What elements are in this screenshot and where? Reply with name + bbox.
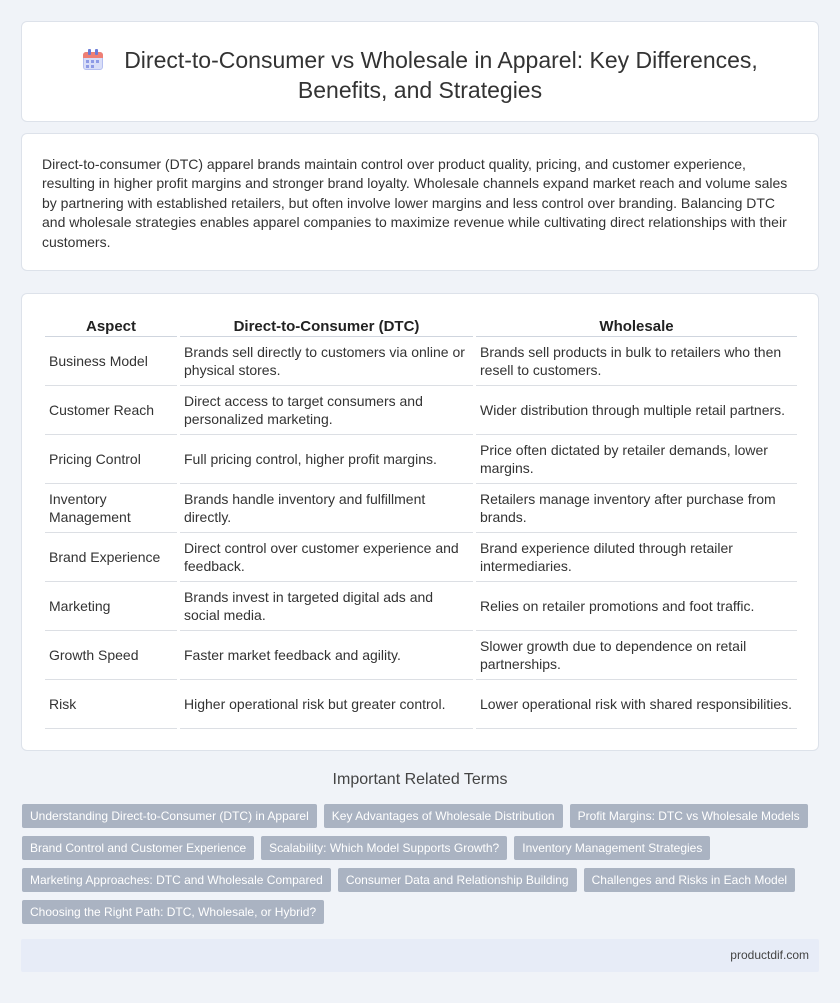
table-row [45, 337, 797, 386]
footer [21, 939, 819, 972]
related-term-tag[interactable]: Marketing Approaches: DTC and Wholesale Compared [22, 868, 331, 892]
related-term-tag[interactable]: Profit Margins: DTC vs Wholesale Models [570, 804, 808, 828]
page-title-wrap [22, 45, 818, 105]
table-row [45, 386, 797, 435]
calendar-icon [82, 48, 104, 70]
cell-aspect: Business Model [45, 337, 177, 386]
table-row [45, 533, 797, 582]
cell-dtc: Higher operational risk but greater control. [180, 680, 473, 729]
intro-card [21, 133, 819, 271]
cell-dtc: Direct access to target consumers and personalized marketing. [180, 386, 473, 435]
table-row [45, 484, 797, 533]
table-header-row [45, 316, 797, 337]
table-row [45, 680, 797, 729]
header-dtc: Direct-to-Consumer (DTC) [180, 316, 473, 337]
related-term-tag[interactable]: Brand Control and Customer Experience [22, 836, 254, 860]
header-wholesale: Wholesale [476, 316, 797, 337]
cell-wholesale: Wider distribution through multiple retail partners. [476, 386, 797, 435]
cell-dtc: Brands sell directly to customers via online or physical stores. [180, 337, 473, 386]
cell-aspect: Customer Reach [45, 386, 177, 435]
related-term-tag[interactable]: Scalability: Which Model Supports Growth? [261, 836, 507, 860]
cell-wholesale: Retailers manage inventory after purchase from brands. [476, 484, 797, 533]
related-terms-list [22, 804, 822, 924]
footer-site-link[interactable]: productdif.com [730, 948, 809, 962]
cell-dtc: Faster market feedback and agility. [180, 631, 473, 680]
cell-wholesale: Relies on retailer promotions and foot traffic. [476, 582, 797, 631]
comparison-table-card [21, 293, 819, 751]
page-title: Direct-to-Consumer vs Wholesale in Apparel: Key Differences, Benefits, and Strategies [124, 47, 758, 103]
cell-aspect: Inventory Management [45, 484, 177, 533]
cell-wholesale: Slower growth due to dependence on retail partnerships. [476, 631, 797, 680]
header-aspect: Aspect [45, 316, 177, 337]
cell-aspect: Risk [45, 680, 177, 729]
comparison-table [42, 316, 800, 729]
related-term-tag[interactable]: Key Advantages of Wholesale Distribution [324, 804, 563, 828]
related-term-tag[interactable]: Inventory Management Strategies [514, 836, 710, 860]
related-term-tag[interactable]: Challenges and Risks in Each Model [584, 868, 795, 892]
intro-paragraph: Direct-to-consumer (DTC) apparel brands maintain control over product quality, pricing, and customer experience, resulting in higher profit margins and stronger brand loyalty. Wholesale channels expand market reach and volume sales by partnering with established retailers, but often involve lower margins and less control over branding. Balancing DTC and wholesale strategies enables apparel companies to maximize revenue while cultivating direct relationships with their customers. [42, 156, 788, 250]
cell-wholesale: Brands sell products in bulk to retailers who then resell to customers. [476, 337, 797, 386]
title-card [21, 21, 819, 122]
cell-dtc: Brands invest in targeted digital ads and social media. [180, 582, 473, 631]
cell-aspect: Marketing [45, 582, 177, 631]
cell-wholesale: Price often dictated by retailer demands, lower margins. [476, 435, 797, 484]
cell-dtc: Full pricing control, higher profit margins. [180, 435, 473, 484]
cell-dtc: Brands handle inventory and fulfillment directly. [180, 484, 473, 533]
table-row [45, 435, 797, 484]
cell-aspect: Brand Experience [45, 533, 177, 582]
cell-dtc: Direct control over customer experience and feedback. [180, 533, 473, 582]
related-term-tag[interactable]: Consumer Data and Relationship Building [338, 868, 577, 892]
related-term-tag[interactable]: Choosing the Right Path: DTC, Wholesale, or Hybrid? [22, 900, 324, 924]
table-row [45, 582, 797, 631]
related-terms-title: Important Related Terms [332, 771, 508, 788]
table-row [45, 631, 797, 680]
related-term-tag[interactable]: Understanding Direct-to-Consumer (DTC) in Apparel [22, 804, 317, 828]
cell-aspect: Growth Speed [45, 631, 177, 680]
cell-aspect: Pricing Control [45, 435, 177, 484]
cell-wholesale: Brand experience diluted through retailer intermediaries. [476, 533, 797, 582]
cell-wholesale: Lower operational risk with shared responsibilities. [476, 680, 797, 729]
